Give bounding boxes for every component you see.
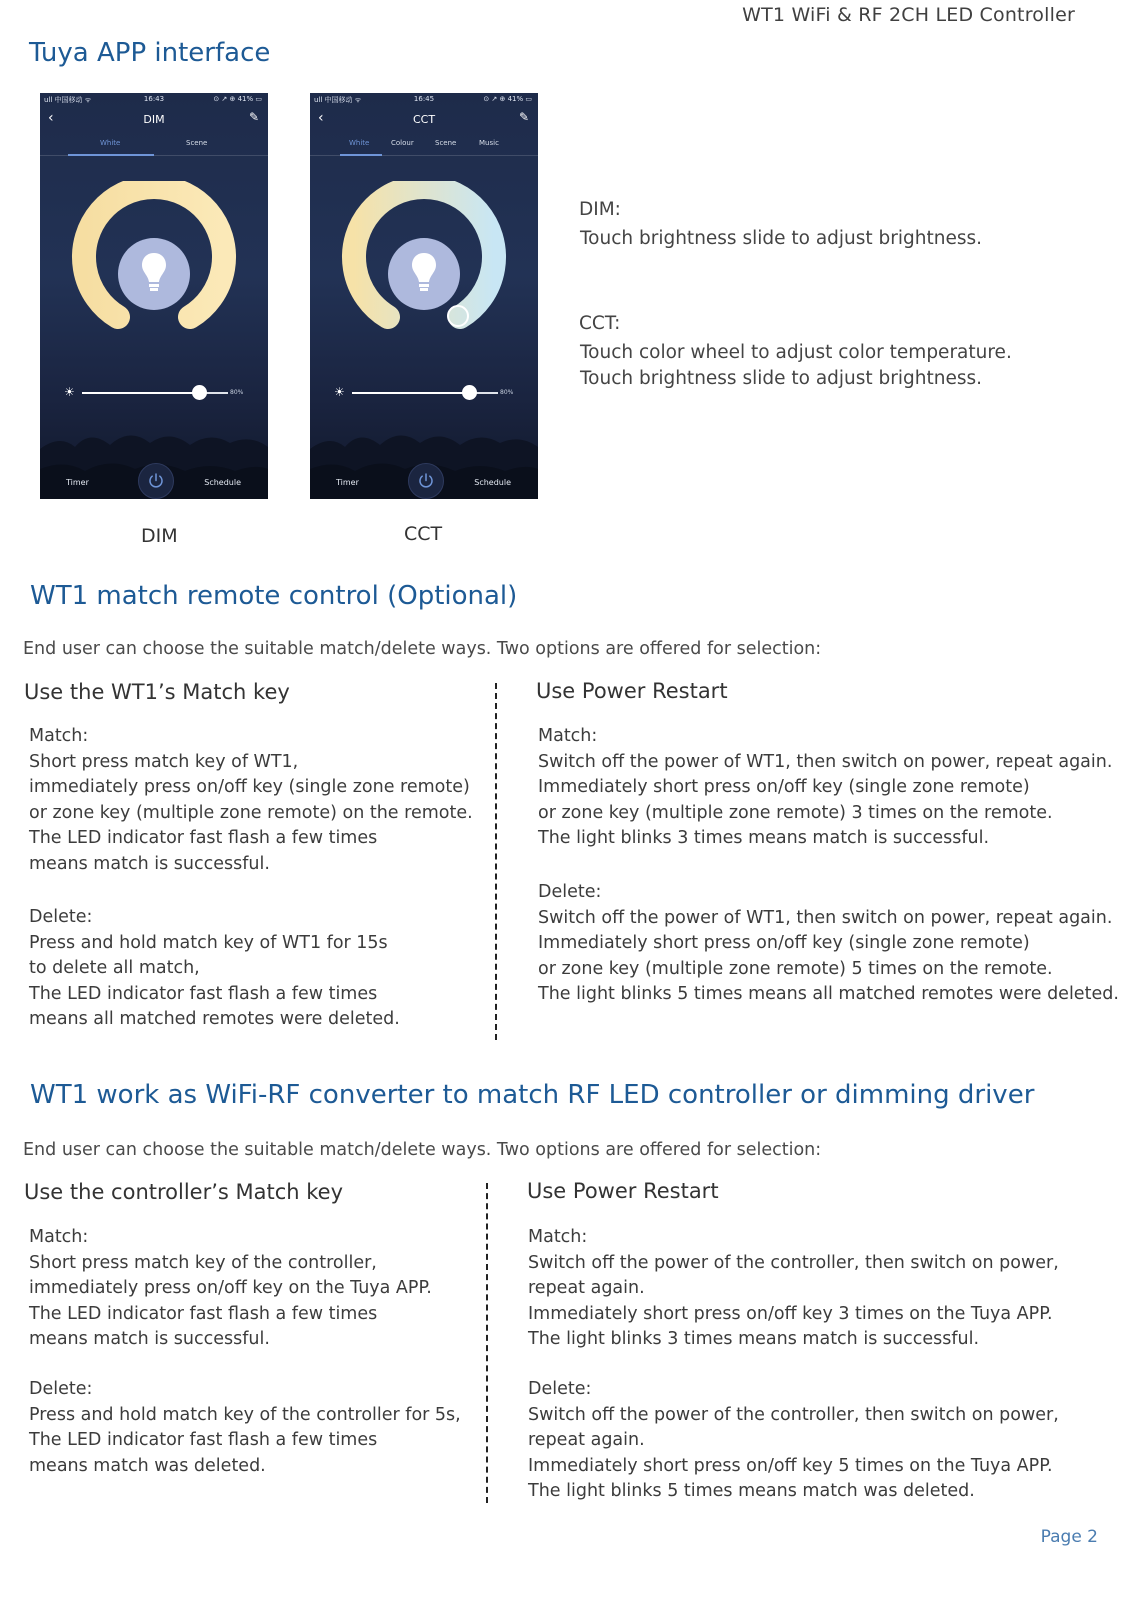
app-bottom-bar bbox=[310, 461, 538, 499]
dim-caption: DIM bbox=[141, 525, 178, 547]
instruction-line: Immediately short press on/off key (single zone remote) bbox=[538, 777, 1030, 797]
instruction-line: or zone key (multiple zone remote) 5 times on the remote. bbox=[538, 958, 1053, 979]
power-button[interactable] bbox=[408, 463, 444, 499]
signal-indicator: ull 中国移动 ᯤ bbox=[314, 96, 362, 104]
tab-scene[interactable]: Scene bbox=[435, 139, 457, 147]
match-key-instructions bbox=[29, 724, 473, 877]
instruction-line: means match was deleted. bbox=[29, 1455, 266, 1476]
timer-button[interactable]: Timer bbox=[336, 478, 359, 487]
signal-indicator: ull 中国移动 ᯤ bbox=[44, 96, 92, 104]
match-key-delete-instructions bbox=[29, 905, 400, 1033]
match-label: Match: bbox=[528, 1227, 588, 1247]
status-bar bbox=[310, 93, 538, 105]
power-restart-delete-instructions bbox=[528, 1377, 1059, 1505]
dim-label: DIM: bbox=[579, 199, 621, 220]
instruction-line: Switch off the power of WT1, then switch on power, repeat again. bbox=[538, 907, 1113, 928]
brightness-slider-knob[interactable] bbox=[462, 385, 477, 400]
brightness-percent: 80% bbox=[500, 389, 514, 396]
cct-app-screenshot bbox=[310, 93, 538, 499]
instruction-line: immediately press on/off key (single zone remote) bbox=[29, 777, 470, 797]
instruction-line: repeat again. bbox=[528, 1430, 645, 1450]
instruction-line: or zone key (multiple zone remote) 3 times on the remote. bbox=[538, 802, 1053, 823]
match-label: Match: bbox=[538, 726, 598, 746]
section-intro: End user can choose the suitable match/delete ways. Two options are offered for selection: bbox=[23, 639, 822, 659]
instruction-line: The LED indicator fast flash a few times bbox=[29, 1303, 378, 1324]
power-restart-match-instructions bbox=[538, 724, 1112, 852]
brightness-slider-fill bbox=[352, 392, 469, 394]
controller-match-instructions bbox=[29, 1225, 432, 1353]
column-divider bbox=[495, 683, 497, 1040]
dim-description: Touch brightness slide to adjust brightness. bbox=[580, 228, 983, 249]
instruction-line: repeat again. bbox=[528, 1278, 645, 1298]
document-header-title: WT1 WiFi & RF 2CH LED Controller bbox=[742, 4, 1075, 26]
instruction-line: Switch off the power of the controller, then switch on power, bbox=[528, 1404, 1059, 1425]
status-time: 16:43 bbox=[143, 95, 165, 103]
tab-colour[interactable]: Colour bbox=[391, 139, 414, 147]
controller-delete-instructions bbox=[29, 1377, 461, 1479]
timer-button[interactable]: Timer bbox=[66, 478, 89, 487]
instruction-line: Immediately short press on/off key 3 times on the Tuya APP. bbox=[528, 1303, 1053, 1324]
tab-music[interactable]: Music bbox=[479, 139, 499, 147]
section-heading-tuya-app: Tuya APP interface bbox=[29, 38, 271, 68]
tab-white[interactable]: White bbox=[100, 139, 121, 147]
battery-indicator: ⊙ ↗ ⊕ 41% ▭ bbox=[213, 95, 262, 103]
cct-description-line-1: Touch color wheel to adjust color temperature. bbox=[580, 342, 1012, 363]
lightbulb-icon bbox=[410, 251, 438, 297]
dim-app-screenshot bbox=[40, 93, 268, 499]
instruction-line: to delete all match, bbox=[29, 958, 200, 978]
instruction-line: Short press match key of the controller, bbox=[29, 1252, 377, 1273]
instruction-line: Switch off the power of WT1, then switch on power, repeat again. bbox=[538, 751, 1113, 772]
tab-white[interactable]: White bbox=[349, 139, 370, 147]
section-intro: End user can choose the suitable match/delete ways. Two options are offered for selection: bbox=[23, 1140, 822, 1160]
column-title-controller-match-key: Use the controller’s Match key bbox=[24, 1180, 344, 1204]
tab-scene[interactable]: Scene bbox=[186, 139, 208, 147]
back-icon[interactable]: ‹ bbox=[48, 110, 54, 126]
instruction-line: Switch off the power of the controller, then switch on power, bbox=[528, 1252, 1059, 1273]
edit-icon[interactable]: ✎ bbox=[248, 110, 259, 124]
instruction-line: means all matched remotes were deleted. bbox=[29, 1009, 400, 1029]
match-label: Match: bbox=[29, 1227, 89, 1247]
instruction-line: The light blinks 3 times means match is successful. bbox=[538, 828, 990, 848]
instruction-line: The LED indicator fast flash a few times bbox=[29, 828, 378, 848]
instruction-line: The LED indicator fast flash a few times bbox=[29, 1430, 378, 1450]
power-icon bbox=[417, 472, 435, 490]
delete-label: Delete: bbox=[29, 1379, 93, 1399]
instruction-line: Immediately short press on/off key (single zone remote) bbox=[538, 933, 1030, 953]
active-tab-indicator bbox=[68, 154, 154, 156]
active-tab-indicator bbox=[340, 154, 382, 156]
power-icon bbox=[147, 472, 165, 490]
battery-indicator: ⊙ ↗ ⊕ 41% ▭ bbox=[483, 95, 532, 103]
delete-label: Delete: bbox=[538, 882, 602, 902]
section-heading-match-remote: WT1 match remote control (Optional) bbox=[30, 581, 518, 611]
brightness-sun-icon: ☀ bbox=[334, 385, 345, 399]
column-divider bbox=[486, 1183, 488, 1503]
back-icon[interactable]: ‹ bbox=[318, 110, 324, 126]
cct-label: CCT: bbox=[579, 313, 621, 334]
app-bottom-bar bbox=[40, 461, 268, 499]
instruction-line: immediately press on/off key on the Tuya APP. bbox=[29, 1278, 432, 1298]
match-label: Match: bbox=[29, 726, 89, 746]
instruction-line: means match is successful. bbox=[29, 853, 270, 874]
instruction-line: Press and hold match key of WT1 for 15s bbox=[29, 932, 388, 953]
status-time: 16:45 bbox=[413, 95, 435, 103]
power-restart-match-instructions bbox=[528, 1225, 1059, 1353]
edit-icon[interactable]: ✎ bbox=[518, 110, 529, 124]
lightbulb-icon bbox=[140, 251, 168, 297]
instruction-line: Press and hold match key of the controller for 5s, bbox=[29, 1404, 461, 1425]
schedule-button[interactable]: Schedule bbox=[474, 478, 511, 487]
column-title-power-restart: Use Power Restart bbox=[527, 1179, 719, 1203]
column-title-match-key: Use the WT1’s Match key bbox=[24, 680, 290, 704]
column-title-power-restart: Use Power Restart bbox=[536, 679, 728, 703]
brightness-slider-fill bbox=[82, 392, 199, 394]
page-number: Page 2 bbox=[1040, 1527, 1098, 1547]
instruction-line: The light blinks 5 times means match was deleted. bbox=[528, 1481, 975, 1501]
power-button[interactable] bbox=[138, 463, 174, 499]
schedule-button[interactable]: Schedule bbox=[204, 478, 241, 487]
status-bar bbox=[40, 93, 268, 105]
delete-label: Delete: bbox=[29, 907, 93, 927]
instruction-line: or zone key (multiple zone remote) on the remote. bbox=[29, 802, 473, 823]
section-heading-wifi-rf-converter: WT1 work as WiFi-RF converter to match RF LED controller or dimming driver bbox=[30, 1080, 1035, 1110]
instruction-line: means match is successful. bbox=[29, 1329, 270, 1349]
instruction-line: The LED indicator fast flash a few times bbox=[29, 983, 378, 1004]
brightness-sun-icon: ☀ bbox=[64, 385, 75, 399]
instruction-line: The light blinks 5 times means all matched remotes were deleted. bbox=[538, 984, 1119, 1004]
instruction-line: The light blinks 3 times means match is successful. bbox=[528, 1329, 980, 1349]
power-restart-delete-instructions bbox=[538, 880, 1119, 1008]
brightness-percent: 80% bbox=[230, 389, 244, 396]
brightness-slider-knob[interactable] bbox=[192, 385, 207, 400]
app-nav-title: DIM bbox=[143, 113, 165, 126]
instruction-line: Immediately short press on/off key 5 times on the Tuya APP. bbox=[528, 1455, 1053, 1476]
delete-label: Delete: bbox=[528, 1379, 592, 1399]
cct-description-line-2: Touch brightness slide to adjust brightness. bbox=[580, 368, 983, 389]
app-nav-title: CCT bbox=[412, 113, 436, 126]
instruction-line: Short press match key of WT1, bbox=[29, 751, 299, 772]
cct-caption: CCT bbox=[404, 523, 443, 545]
